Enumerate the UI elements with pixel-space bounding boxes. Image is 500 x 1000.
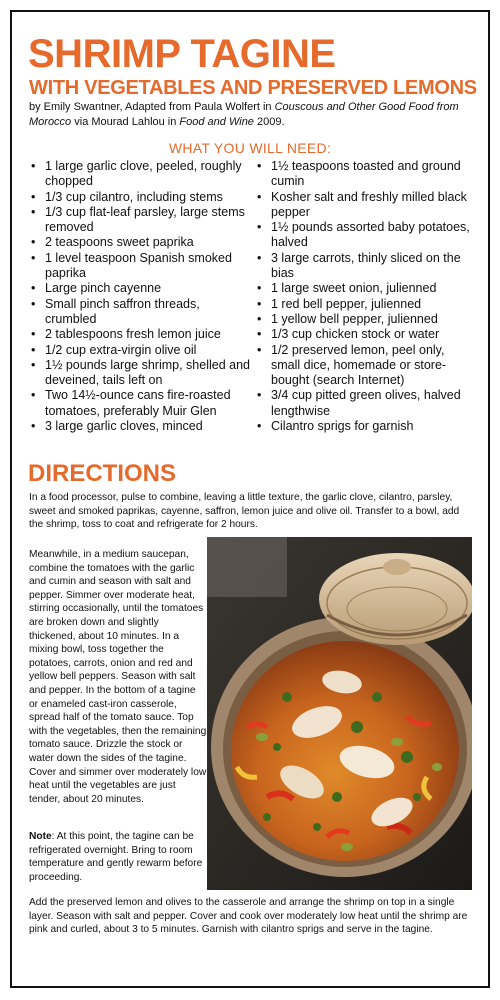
ingredients-heading: WHAT YOU WILL NEED: — [168, 140, 332, 156]
ingredient-item: • 1/2 cup extra-virgin olive oil — [31, 343, 253, 358]
ingredient-item: • 1 yellow bell pepper, julienned — [257, 312, 472, 327]
photo-backsplash — [207, 537, 287, 597]
ingredient-item: • 3/4 cup pitted green olives, halved lengthwise — [257, 388, 472, 419]
ingredient-item: • Large pinch cayenne — [31, 281, 253, 296]
ingredient-item: • 2 teaspoons sweet paprika — [31, 235, 253, 250]
ingredient-item: • 1/2 preserved lemon, peel only, small dice, homemade or store-bought (search Internet) — [257, 343, 472, 389]
byline-magazine: Food and Wine — [179, 116, 254, 128]
ingredient-item: • 1 large garlic clove, peeled, roughly chopped — [31, 159, 253, 190]
ingredient-item: • 3 large garlic cloves, minced — [31, 419, 253, 434]
ingredients-list-right — [257, 159, 472, 434]
direction-step-3: Add the preserved lemon and olives to the casserole and arrange the shrimp on top in a single layer. Season with salt and pepper. Cover and cook over moderately low heat until the shrimp are pink and curled, about 3 to 5 minutes. Garnish with cilantro sprigs and serve in the tagine. — [29, 897, 468, 935]
ingredients-list-left — [31, 159, 253, 434]
byline — [29, 100, 479, 130]
ingredient-item: • Two 14½-ounce cans fire-roasted tomatoes, preferably Muir Glen — [31, 388, 253, 419]
direction-step-2: Meanwhile, in a medium saucepan, combine the tomatoes with the garlic and cumin and season with salt and pepper. Simmer over moderate heat, stirring occasionally, until the tomatoes are broken down and slightly thickened, about 10 minutes. In a mixing bowl, toss together the potatoes, carrots, onion and red and yellow bell peppers. Season with salt and pepper. In the bottom of a tagine or enameled cast-iron casserole, spread half of the tomato sauce. Top with the vegetables, then the remaining tomato sauce. Drizzle the stock or water down the sides of the tagine. Cover and simmer over moderately low heat until the vegetables are just tender, about 20 minutes. — [29, 549, 207, 805]
ingredient-item: • Small pinch saffron threads, crumbled — [31, 297, 253, 328]
ingredient-item: • 1½ teaspoons toasted and ground cumin — [257, 159, 472, 190]
note-text: : At this point, the tagine can be refrigerated overnight. Bring to room temperature and gently rewarm before proceeding. — [29, 831, 203, 883]
ingredient-item: • 1/3 cup cilantro, including stems — [31, 190, 253, 205]
ingredient-item: • 1 large sweet onion, julienned — [257, 281, 472, 296]
direction-note — [29, 830, 207, 884]
recipe-subtitle: WITH VEGETABLES AND PRESERVED LEMONS — [29, 77, 477, 99]
byline-part2: via Mourad Lahlou in — [71, 116, 180, 128]
tagine-lid — [319, 553, 472, 645]
ingredient-item: • 3 large carrots, thinly sliced on the bias — [257, 251, 472, 282]
directions-heading: DIRECTIONS — [28, 460, 177, 487]
tagine-photo — [207, 537, 472, 890]
ingredient-item: • 2 tablespoons fresh lemon juice — [31, 327, 253, 342]
byline-part1: by Emily Swantner, Adapted from Paula Wolfert in — [29, 101, 275, 113]
byline-part3: 2009. — [253, 116, 285, 128]
ingredient-item: • Cilantro sprigs for garnish — [257, 419, 472, 434]
recipe-title: SHRIMP TAGINE — [28, 32, 336, 76]
direction-step-1: In a food processor, pulse to combine, leaving a little texture, the garlic clove, cilantro, parsley, sweet and smoked paprikas, cayenne, saffron, lemon juice and olive oil. Transfer to a bowl, add the shrimp, toss to coat and refrigerate for 2 hours. — [29, 492, 460, 530]
note-label: Note — [29, 831, 52, 842]
ingredient-item: • 1½ pounds assorted baby potatoes, halved — [257, 220, 472, 251]
ingredient-item: • 1/3 cup flat-leaf parsley, large stems removed — [31, 205, 253, 236]
ingredient-item: • 1 red bell pepper, julienned — [257, 297, 472, 312]
ingredient-item: • Kosher salt and freshly milled black pepper — [257, 190, 472, 221]
byline-book: Couscous and Other Good Food from Morocco — [29, 101, 459, 128]
ingredient-item: • 1 level teaspoon Spanish smoked paprika — [31, 251, 253, 282]
ingredient-item: • 1/3 cup chicken stock or water — [257, 327, 472, 342]
ingredient-item: • 1½ pounds large shrimp, shelled and deveined, tails left on — [31, 358, 253, 389]
